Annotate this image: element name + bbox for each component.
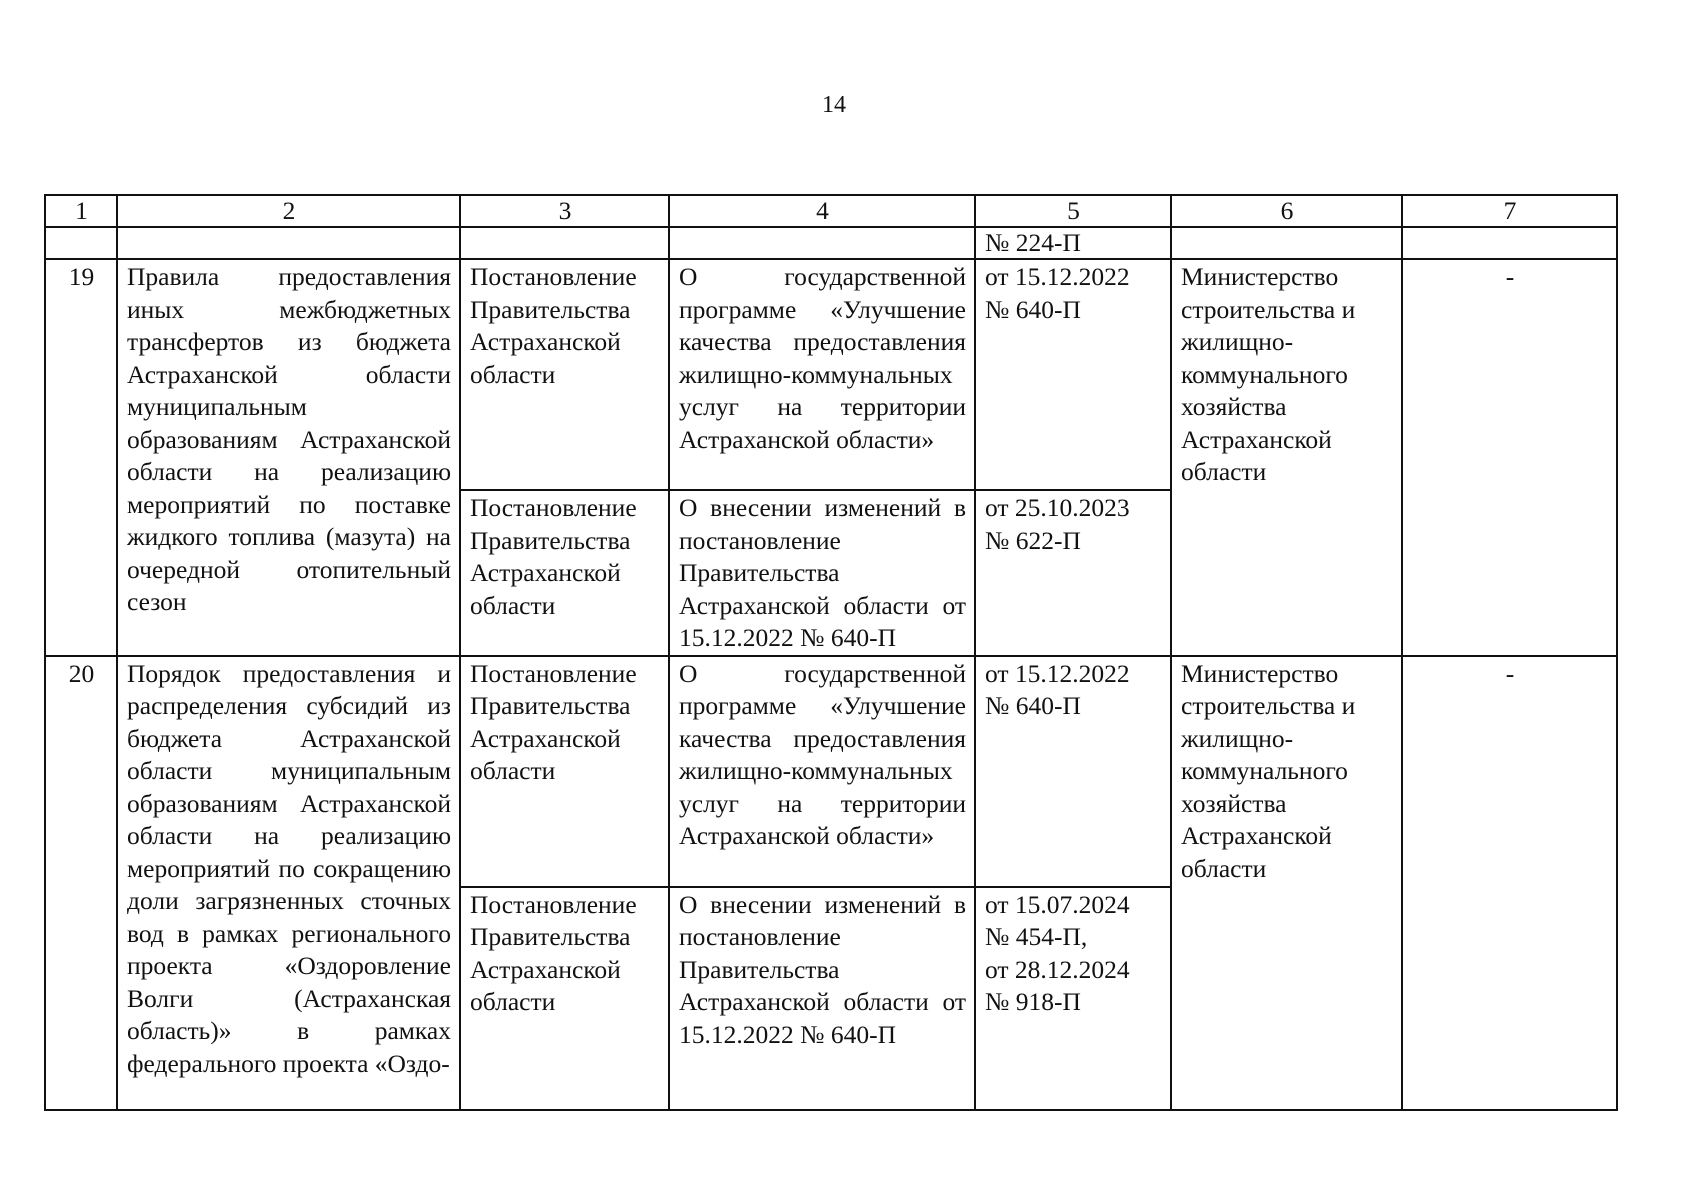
table-row xyxy=(45,656,1617,887)
empty-cell xyxy=(1171,227,1402,259)
act-name: О внесении изменений в постановление Правительства Астраханской области от 15.12.2022 № 640-П xyxy=(669,490,975,656)
act-date-line: № 640-П xyxy=(985,691,1081,720)
empty-cell xyxy=(45,227,117,259)
act-type: Постановление Правительства Астраханской области xyxy=(460,656,669,887)
column-number-row xyxy=(45,195,1617,227)
document-title: Правила предоставления иных межбюджетных трансфертов из бюджета Астраханской области муниципальным образованиям Астраханской области на реализацию мероприятий по поставке жидкого топлива (мазута) на очередной отопительный сезон xyxy=(117,259,460,656)
page-number: 14 xyxy=(822,92,846,118)
column-number: 5 xyxy=(975,195,1171,227)
row-number: 20 xyxy=(45,656,117,1110)
responsible-ministry: Министерство строительства и жилищно-коммунального хозяйства Астраханской области xyxy=(1171,259,1402,656)
act-date-line: от 15.12.2022 xyxy=(985,262,1130,291)
empty-cell xyxy=(117,227,460,259)
column-number: 6 xyxy=(1171,195,1402,227)
act-date-line: № 640-П xyxy=(985,294,1081,324)
act-type: Постановление Правительства Астраханской области xyxy=(460,887,669,1110)
row-number: 19 xyxy=(45,259,117,656)
column-number: 4 xyxy=(669,195,975,227)
act-name: О государственной программе «Улучшение качества предоставления жилищно-коммунальных услуг на территории Астраханской области» xyxy=(669,259,975,490)
continuation-row xyxy=(45,227,1617,259)
act-name: О внесении изменений в постановление Правительства Астраханской области от 15.12.2022 № 640-П xyxy=(669,887,975,1110)
empty-cell xyxy=(1402,227,1617,259)
column-number: 1 xyxy=(45,195,117,227)
act-type: Постановление Правительства Астраханской области xyxy=(460,490,669,656)
empty-cell xyxy=(669,227,975,259)
act-date-line: от 15.07.2024 xyxy=(985,889,1130,919)
column-number: 2 xyxy=(117,195,460,227)
note-dash: - xyxy=(1402,259,1617,656)
act-date-line: № 918-П xyxy=(985,987,1081,1016)
act-date-line: от 25.10.2023 xyxy=(985,493,1130,522)
act-dates xyxy=(975,887,1171,1110)
act-date-line: № 622-П xyxy=(985,525,1081,555)
act-date-line: от 15.12.2022 xyxy=(985,658,1130,688)
continued-act-number: № 224-П xyxy=(975,227,1171,259)
act-date-line: от 28.12.2024 xyxy=(985,954,1130,984)
act-date-line: № 454-П, xyxy=(985,922,1088,951)
act-type: Постановление Правительства Астраханской области xyxy=(460,259,669,490)
act-dates xyxy=(975,490,1171,656)
column-number: 7 xyxy=(1402,195,1617,227)
act-dates xyxy=(975,259,1171,490)
responsible-ministry: Министерство строительства и жилищно-коммунального хозяйства Астраханской области xyxy=(1171,656,1402,1110)
act-name: О государственной программе «Улучшение качества предоставления жилищно-коммунальных услуг на территории Астраханской области» xyxy=(669,656,975,887)
column-number: 3 xyxy=(460,195,669,227)
act-dates xyxy=(975,656,1171,887)
acts-table xyxy=(44,194,1618,1111)
empty-cell xyxy=(460,227,669,259)
table-row xyxy=(45,259,1617,490)
document-title: Порядок предоставления и распределения субсидий из бюджета Астраханской области муниципальным образованиям Астраханской области на реализацию мероприятий по сокращению доли загрязненных сточных вод в рамках регионального проекта «Оздоровление Волги (Астраханская область)» в рамках федерального проекта «Оздо- xyxy=(117,656,460,1110)
note-dash: - xyxy=(1402,656,1617,1110)
